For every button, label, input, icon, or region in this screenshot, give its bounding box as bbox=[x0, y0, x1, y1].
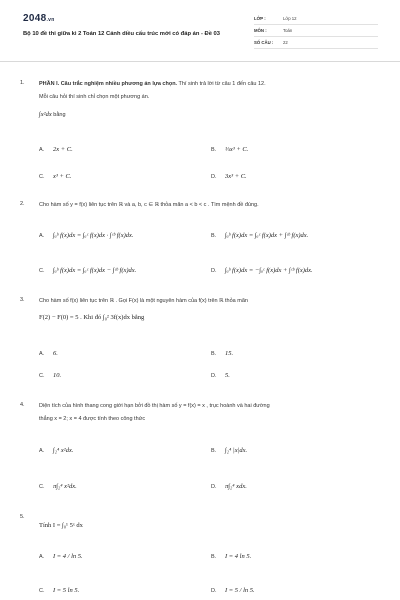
option-b[interactable] bbox=[211, 447, 247, 454]
option-math: I = 5 ln 5. bbox=[53, 587, 80, 594]
question-number: 2. bbox=[20, 201, 25, 207]
option-math: 15. bbox=[225, 350, 234, 357]
question-number: 4. bbox=[20, 402, 25, 408]
question-number: 5. bbox=[20, 514, 25, 520]
option-math: 10. bbox=[53, 372, 62, 379]
question-prompt bbox=[39, 111, 66, 118]
logo-suffix: .vn bbox=[46, 17, 55, 23]
option-c[interactable] bbox=[39, 372, 61, 379]
option-a[interactable] bbox=[39, 232, 134, 239]
option-label: B. bbox=[211, 553, 217, 560]
option-b[interactable] bbox=[211, 553, 251, 560]
option-a[interactable] bbox=[39, 146, 73, 153]
option-label: B. bbox=[211, 350, 217, 357]
meta-label: MÔN : bbox=[254, 28, 267, 33]
option-math: ∫₂⁴ |x|dx. bbox=[225, 447, 248, 454]
option-label: A. bbox=[39, 447, 45, 454]
meta-row-count bbox=[254, 37, 378, 49]
option-d[interactable] bbox=[211, 483, 247, 490]
option-math: ∫ₐᵇ f(x)dx = ∫ₐᶜ f(x)dx + ∫ᶜᵇ f(x)dx. bbox=[225, 232, 309, 239]
meta-row-class bbox=[254, 13, 378, 25]
option-a[interactable] bbox=[39, 350, 58, 357]
option-math: π∫₂⁴ xdx. bbox=[225, 483, 247, 490]
option-math: 6. bbox=[53, 350, 58, 357]
option-math: ⅓x³ + C. bbox=[225, 146, 249, 153]
question-subtext: Mỗi câu hỏi thí sinh chỉ chọn một phương án. bbox=[39, 94, 150, 100]
question-instruction: Thí sinh trả lời từ câu 1 đến câu 12. bbox=[177, 81, 266, 87]
option-label: A. bbox=[39, 146, 45, 153]
option-label: B. bbox=[211, 146, 217, 153]
meta-label: LỚP : bbox=[254, 16, 266, 21]
option-c[interactable] bbox=[39, 173, 71, 180]
question-number: 1. bbox=[20, 80, 25, 86]
option-math: I = 5 / ln 5. bbox=[225, 587, 255, 594]
option-label: B. bbox=[211, 447, 217, 454]
question-number: 3. bbox=[20, 297, 25, 303]
option-label: C. bbox=[39, 372, 45, 379]
option-label: D. bbox=[211, 267, 217, 274]
option-math: 2x + C. bbox=[53, 146, 73, 153]
option-math: 3x³ + C. bbox=[225, 173, 247, 180]
option-b[interactable] bbox=[211, 350, 233, 357]
option-label: C. bbox=[39, 173, 45, 180]
option-math: I = 4 ln 5. bbox=[225, 553, 252, 560]
option-math: 5. bbox=[225, 372, 230, 379]
meta-row-subject bbox=[254, 25, 378, 37]
page-header bbox=[0, 0, 400, 62]
meta-label: SỐ CÂU : bbox=[254, 40, 274, 45]
question-text: Diện tích của hình thang cong giới hạn bởi đồ thị hàm số y = f(x) = x , trục hoành và hai đường bbox=[39, 403, 270, 409]
site-logo[interactable] bbox=[23, 13, 55, 24]
option-math: ∫ₐᵇ f(x)dx = −∫ₐᶜ f(x)dx + ∫ᶜᵇ f(x)dx. bbox=[225, 267, 313, 274]
option-math: π∫₂⁴ x²dx. bbox=[53, 483, 77, 490]
option-label: C. bbox=[39, 587, 45, 594]
logo-main: 2048 bbox=[23, 13, 47, 24]
option-label: A. bbox=[39, 350, 45, 357]
question-condition: thẳng x = 2; x = 4 được tính theo công thức bbox=[39, 416, 146, 422]
document-title: Bộ 10 đề thi giữa kì 2 Toán 12 Cánh diều cấu trúc mới có đáp án - Đề 03 bbox=[23, 31, 220, 37]
option-d[interactable] bbox=[211, 173, 247, 180]
option-b[interactable] bbox=[211, 146, 248, 153]
option-math: ∫ₐᵇ f(x)dx = ∫ₐᶜ f(x)dx − ∫ᶜᵇ f(x)dx. bbox=[53, 267, 137, 274]
option-math: x³ + C. bbox=[53, 173, 72, 180]
option-label: D. bbox=[211, 173, 217, 180]
option-label: A. bbox=[39, 232, 45, 239]
option-label: B. bbox=[211, 232, 217, 239]
meta-value: Toán bbox=[283, 28, 293, 33]
option-math: ∫₂⁴ x²dx. bbox=[53, 447, 74, 454]
option-label: A. bbox=[39, 553, 45, 560]
option-c[interactable] bbox=[39, 483, 77, 490]
question-math: ∫x²dx bbox=[39, 111, 52, 118]
option-b[interactable] bbox=[211, 232, 308, 239]
option-label: D. bbox=[211, 372, 217, 379]
question-text: Cho hàm số y = f(x) liên tục trên ℝ và a, b, c ∈ ℝ thỏa mãn a < b < c . Tìm mệnh đề đúng. bbox=[39, 202, 259, 208]
option-d[interactable] bbox=[211, 587, 255, 594]
option-math: ∫ₐᵇ f(x)dx = ∫ₐᶜ f(x)dx · ∫ᶜᵇ f(x)dx. bbox=[53, 232, 134, 239]
option-a[interactable] bbox=[39, 553, 83, 560]
question-condition: F(2) − F(0) = 5 . Khi đó ∫₀² 3f(x)dx bằng bbox=[39, 314, 145, 321]
option-c[interactable] bbox=[39, 267, 136, 274]
section-heading: PHẦN I. Câu trắc nghiệm nhiều phương án lựa chọn. bbox=[39, 81, 178, 87]
question-text bbox=[39, 80, 384, 89]
question-prompt-text: bằng bbox=[53, 112, 66, 118]
option-c[interactable] bbox=[39, 587, 79, 594]
question-prompt: Tính I = ∫₀¹ 5ˣ dx bbox=[39, 522, 83, 529]
option-label: C. bbox=[39, 267, 45, 274]
meta-table bbox=[254, 13, 378, 49]
option-math: I = 4 / ln 5. bbox=[53, 553, 83, 560]
option-d[interactable] bbox=[211, 372, 230, 379]
option-label: C. bbox=[39, 483, 45, 490]
option-label: D. bbox=[211, 587, 217, 594]
option-label: D. bbox=[211, 483, 217, 490]
question-text: Cho hàm số f(x) liên tục trên ℝ . Gọi F(x) là một nguyên hàm của f(x) trên ℝ thỏa mãn bbox=[39, 298, 248, 304]
meta-value: Lớp 12 bbox=[283, 16, 297, 21]
option-d[interactable] bbox=[211, 267, 313, 274]
meta-value: 22 bbox=[283, 40, 288, 45]
option-a[interactable] bbox=[39, 447, 74, 454]
